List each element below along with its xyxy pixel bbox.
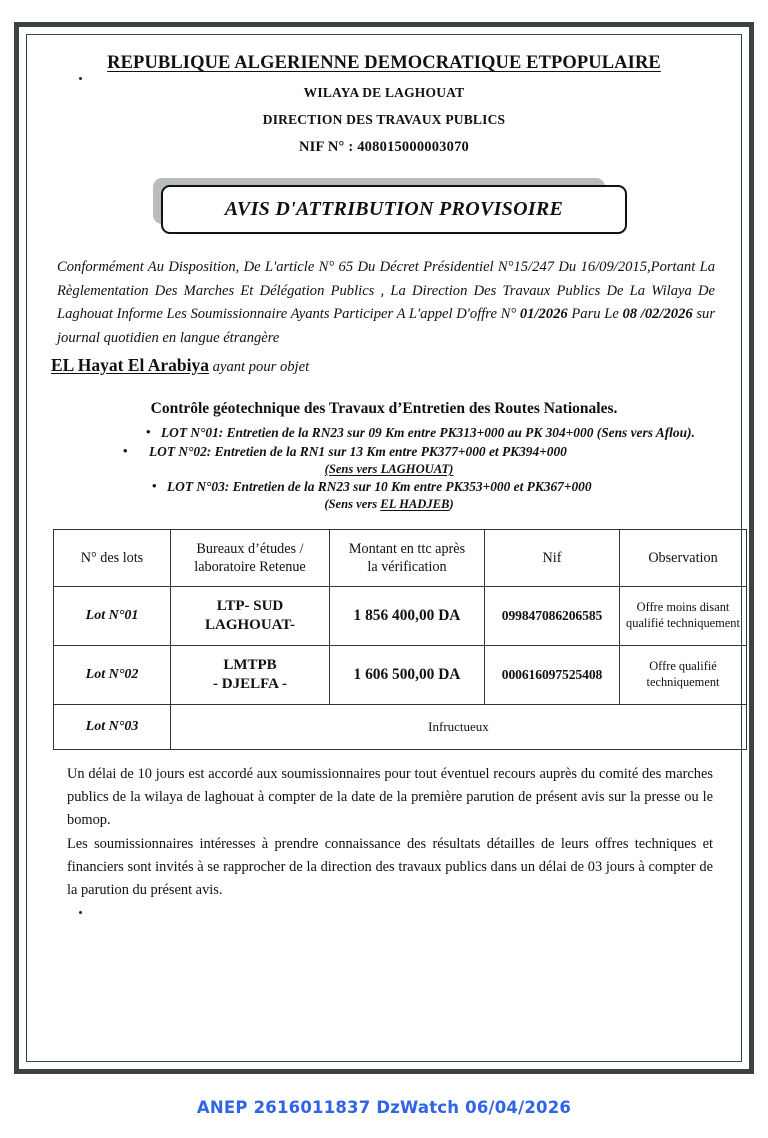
anep-footer: ANEP 2616011837 DzWatch 06/04/2026 [196,1098,572,1117]
lot-item [152,477,717,496]
document-inner-border [26,34,742,1062]
column-header-montant-line1: Montant en ttc après [348,540,466,557]
sens-line [61,496,717,513]
lot-description: LOT N°03: Entretien de la RN23 sur 10 Km entre PK353+000 et PK367+000 [167,478,592,494]
closing-paragraph-2: Les soumissionnaires intéresses à prendre connaissance des résultats détailles de leurs offres techniques et financiers sont invités à se rapprocher de la direction des travaux publics dans un délai de 03 jours à compter de la parution du présent avis. [67,836,713,898]
intro-paragraph [57,256,715,351]
table-row [54,705,747,750]
wilaya-heading: WILAYA DE LAGHOUAT [303,85,465,100]
lot-direction-note [51,496,717,513]
scan-artifact-speck [79,77,82,80]
table-body [54,587,747,750]
offer-number: 01/2026 [519,306,568,323]
column-header-montant-line2: la vérification [367,559,447,576]
cell-lot: Lot N°03 [54,705,171,750]
direction-heading: DIRECTION DES TRAVAUX PUBLICS [262,112,506,127]
journal-tail: ayant pour objet [209,358,310,375]
intro-text-after-date: sur journal quotidien en langue étrangère [57,306,715,346]
attribution-table [53,529,747,750]
lot-direction-note [51,461,717,478]
sens-line [61,461,717,478]
paru-label: Paru Le [567,306,623,323]
cell-montant: 1 606 500,00 DA [330,646,485,705]
document-page-frame [14,22,754,1074]
lot-description: LOT N°01: Entretien de la RN23 sur 09 Km entre PK313+000 au PK 304+000 (Sens vers Aflou). [161,425,695,441]
publication-date: 08 /02/2026 [622,306,693,323]
column-header-bureau [171,530,330,587]
cell-observation: Offre moins disant qualifié techniquement [620,587,747,646]
closing-paragraph-1: Un délai de 10 jours est accordé aux soumissionnaires pour tout éventuel recours auprès du comité des marches publics de la wilaya de laghouat à compter de la date de la première parution de présent avis sur la presse ou le bomop. [67,766,713,828]
title-plaque-wrapper [51,176,717,234]
cell-lot: Lot N°01 [54,587,171,646]
title-plaque [161,185,627,234]
cell-bureau [171,646,330,705]
bullet-icon: • [123,442,128,458]
lots-list [51,424,717,513]
cell-montant: 1 856 400,00 DA [330,587,485,646]
lot-item [123,442,717,461]
bullet-icon: • [146,424,151,440]
column-header-nif: Nif [485,530,620,587]
sens-suffix: ) [449,497,454,512]
lot-item [146,424,717,442]
sens-destination: EL HADJEB [380,497,450,512]
lot-description: LOT N°02: Entretien de la RN1 sur 13 Km entre PK377+000 et PK394+000 [149,443,567,459]
table-header-row [54,530,747,587]
journal-line [51,352,717,379]
title-plaque-text: AVIS D'ATTRIBUTION PROVISOIRE [224,198,564,220]
cell-infructueux: Infructueux [171,705,747,750]
cell-observation: Offre qualifié techniquement [620,646,747,705]
cell-nif: 000616097525408 [485,646,620,705]
document-header [51,53,717,156]
cell-lot: Lot N°02 [54,646,171,705]
scan-artifact-speck [79,911,82,914]
cell-nif: 099847086206585 [485,587,620,646]
sens-prefix: (Sens vers [324,497,381,512]
intro-text-before-offer: Conformément Au Disposition, De L'article N° 65 Du Décret Présidentiel N°15/247 Du 16/09/2015,Portant La Règlementation Des Marches Et Délégation Publics , La Direction Des Travaux Publics De La Wilaya De Laghouat Informe Les Soumissionnaire Ayants Participer A L'appel D'offre N° [57,259,715,323]
bullet-icon: • [152,477,157,493]
document-content [27,35,741,1061]
cell-bureau-line2: - DJELFA - [213,676,287,693]
cell-bureau-line1: LTP- SUD [216,598,284,615]
table-row [54,587,747,646]
object-title: Contrôle géotechnique des Travaux d’Entretien des Routes Nationales. [150,400,618,418]
cell-bureau-line2: LAGHOUAT- [204,617,295,634]
cell-bureau-line1: LMTPB [223,657,277,674]
column-header-observation: Observation [620,530,747,587]
column-header-lot: N° des lots [54,530,171,587]
column-header-montant [330,530,485,587]
journal-name: EL Hayat El Arabiya [51,354,210,375]
republic-heading: REPUBLIQUE ALGERIENNE DEMOCRATIQUE ETPOPULAIRE [107,53,661,73]
column-header-bureau-line2: laboratoire Retenue [194,559,306,576]
column-header-bureau-line1: Bureaux d’études / [196,540,304,557]
table-header [54,530,747,587]
sens-text: (Sens vers LAGHOUAT) [324,461,454,476]
cell-bureau [171,587,330,646]
table-row [54,646,747,705]
nif-heading: NIF N° : 408015000003070 [299,139,469,155]
